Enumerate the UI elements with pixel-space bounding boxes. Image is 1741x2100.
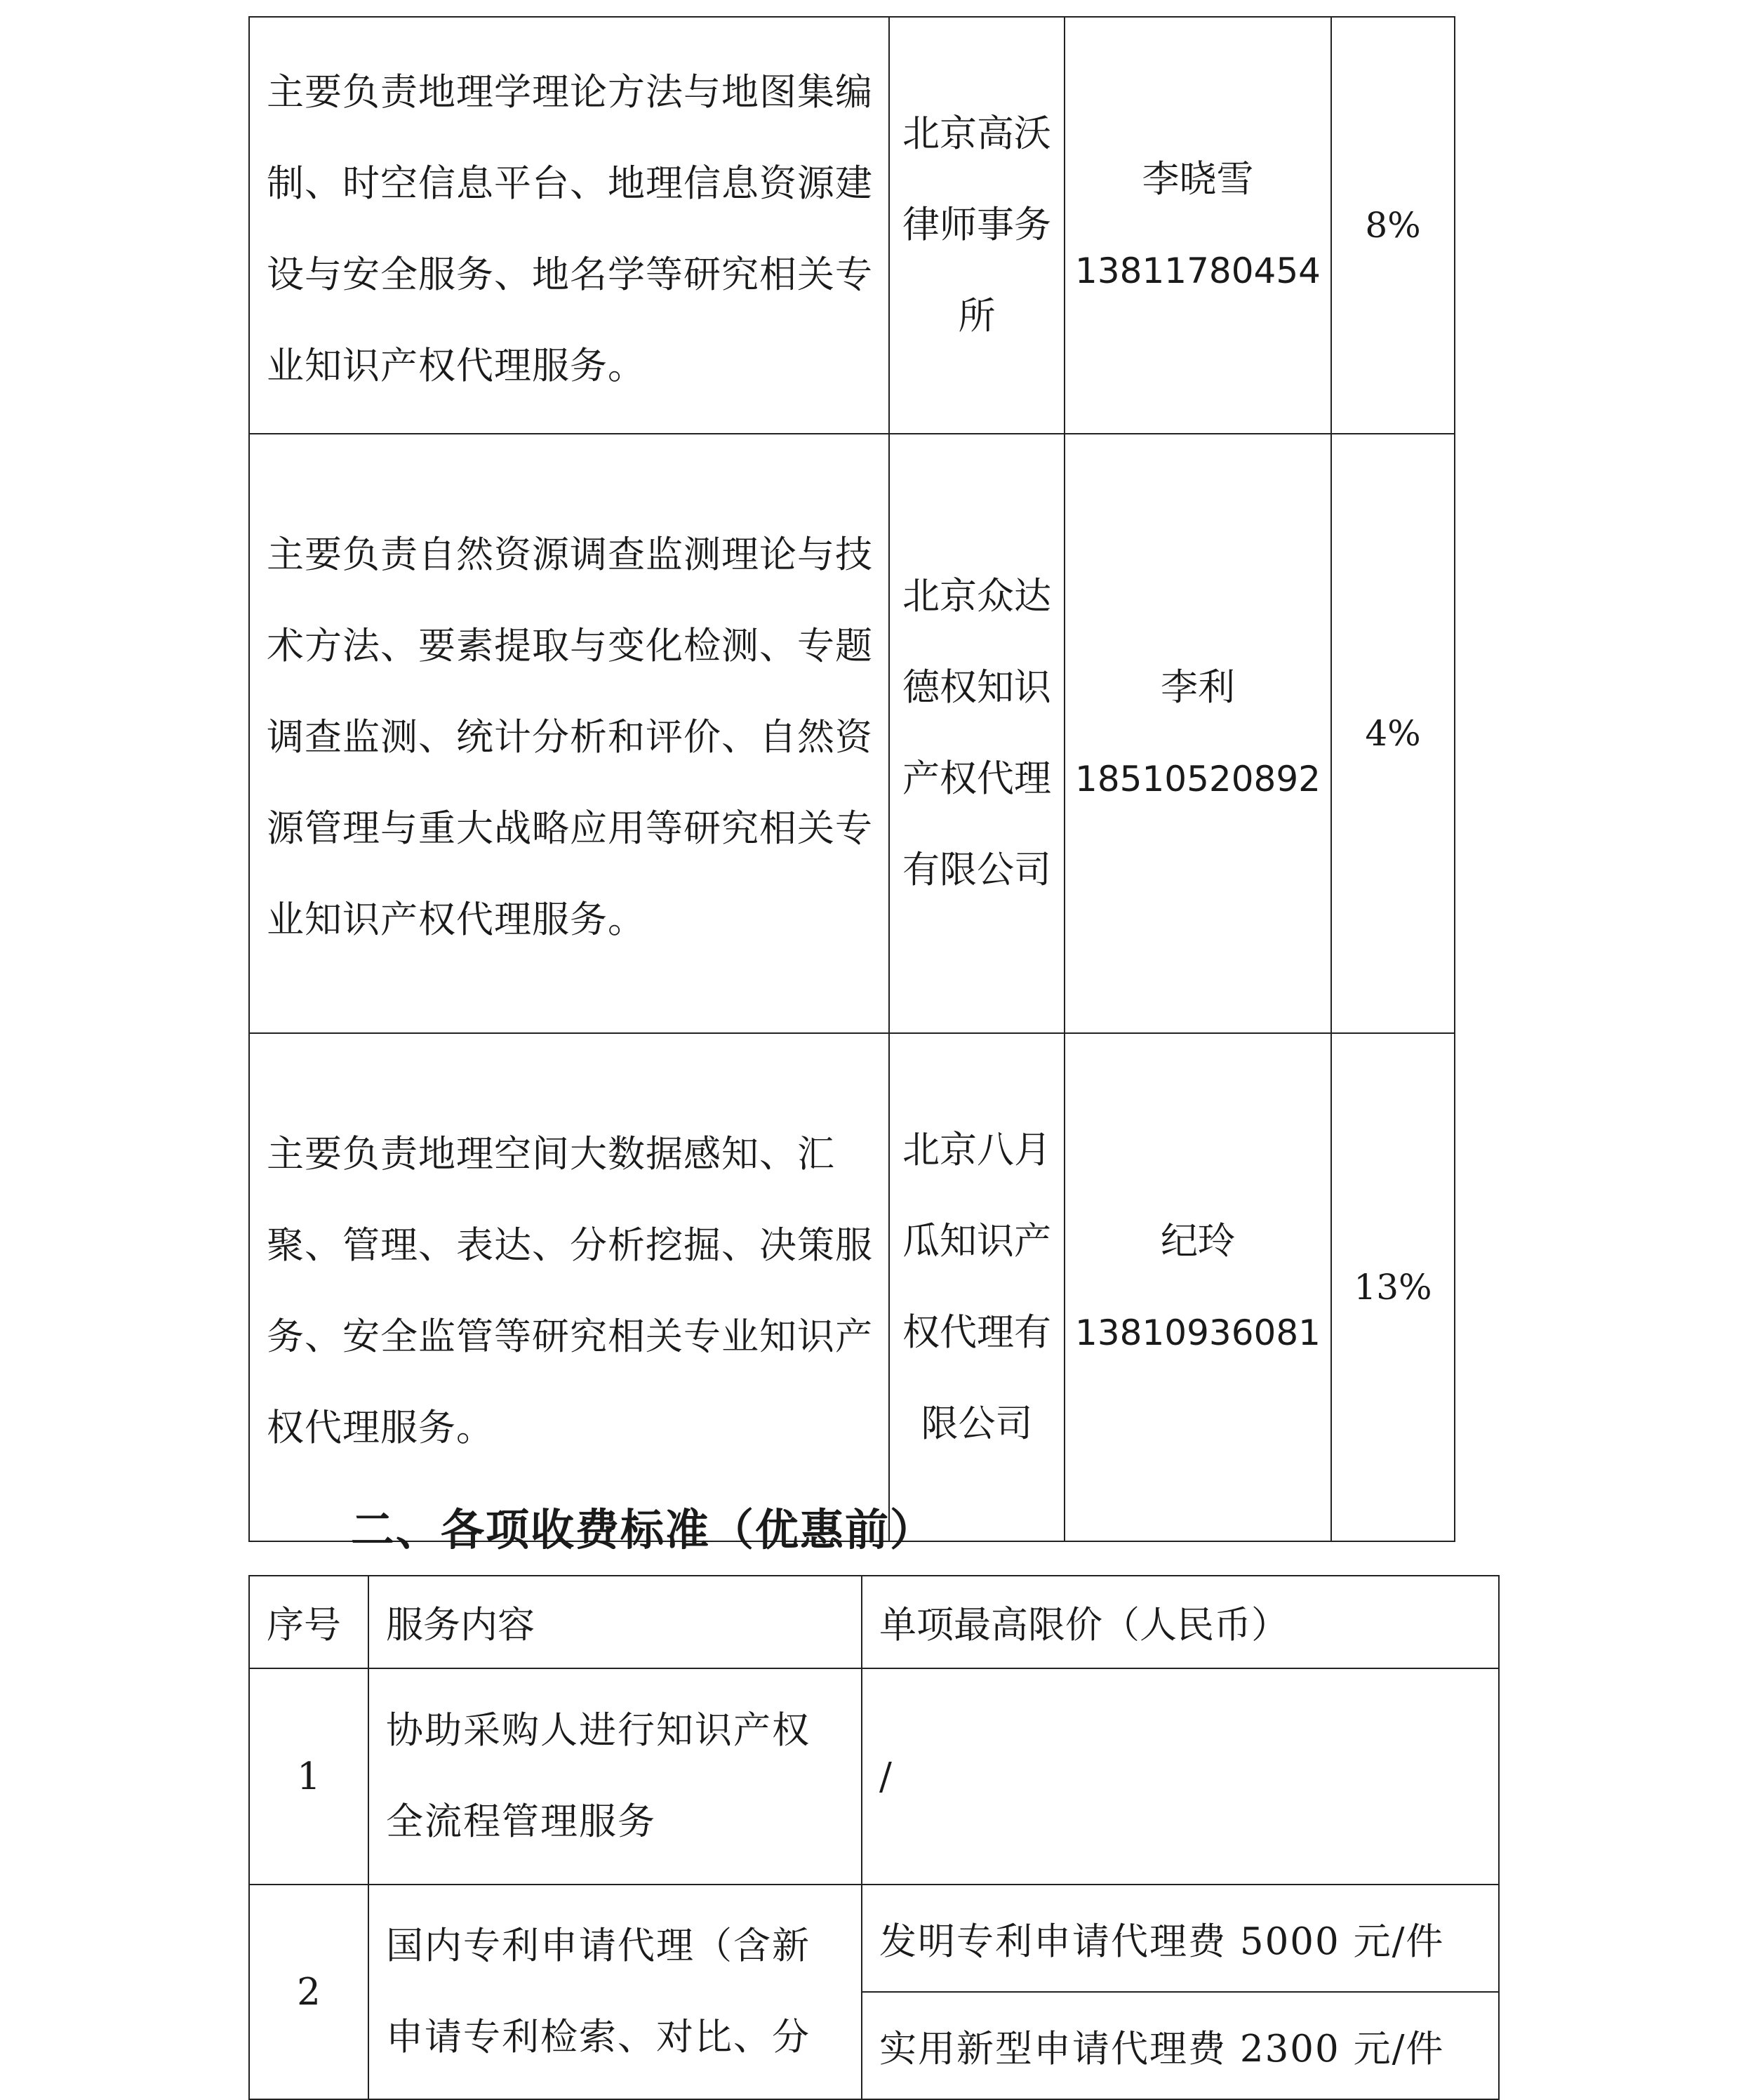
section-heading: 二、各项收费标准（优惠前） <box>351 1504 935 1555</box>
service-scope-cell: 主要负责地理空间大数据感知、汇聚、管理、表达、分析挖掘、决策服务、安全监管等研究相关专业知识产权代理服务。 <box>249 1033 889 1541</box>
contact-name: 李利 <box>1161 666 1235 709</box>
service-scope-cell: 主要负责地理学理论方法与地图集编制、时空信息平台、地理信息资源建设与安全服务、地名学等研究相关专业知识产权代理服务。 <box>249 17 889 434</box>
service-content-cell: 国内专利申请代理（含新申请专利检索、对比、分 <box>368 1885 862 2099</box>
column-header-number: 序号 <box>249 1576 368 1668</box>
service-content-cell: 协助采购人进行知识产权全流程管理服务 <box>368 1668 862 1885</box>
agency-name-cell: 北京众达德权知识产权代理有限公司 <box>889 434 1065 1033</box>
service-scope-cell: 主要负责自然资源调查监测理论与技术方法、要素提取与变化检测、专题调查监测、统计分析和评价、自然资源管理与重大战略应用等研究相关专业知识产权代理服务。 <box>249 434 889 1033</box>
table-row <box>249 17 1455 434</box>
contact-cell <box>1065 17 1331 434</box>
contact-name: 李晓雪 <box>1142 158 1254 201</box>
contact-phone: 13810936081 <box>1075 1312 1321 1353</box>
fee-table <box>248 1575 1500 2100</box>
contact-phone: 13811780454 <box>1075 251 1321 291</box>
row-number-cell: 1 <box>249 1668 368 1885</box>
agency-name-cell: 北京高沃律师事务所 <box>889 17 1065 434</box>
table-row <box>249 1885 1499 1992</box>
table-row <box>249 434 1455 1033</box>
share-cell: 8% <box>1331 17 1455 434</box>
contact-cell <box>1065 434 1331 1033</box>
table-row <box>249 1668 1499 1885</box>
agency-table <box>248 16 1455 1542</box>
contact-name: 纪玲 <box>1161 1220 1235 1263</box>
contact-cell <box>1065 1033 1331 1541</box>
contact-phone: 18510520892 <box>1075 759 1321 799</box>
column-header-service: 服务内容 <box>368 1576 862 1668</box>
price-cell: 实用新型申请代理费 2300 元/件 <box>862 1992 1499 2099</box>
column-header-price: 单项最高限价（人民币） <box>862 1576 1499 1668</box>
share-cell: 13% <box>1331 1033 1455 1541</box>
share-cell: 4% <box>1331 434 1455 1033</box>
agency-name-cell: 北京八月瓜知识产权代理有限公司 <box>889 1033 1065 1541</box>
table-row <box>249 1033 1455 1541</box>
row-number-cell: 2 <box>249 1885 368 2099</box>
price-cell: / <box>862 1668 1499 1885</box>
price-cell: 发明专利申请代理费 5000 元/件 <box>862 1885 1499 1992</box>
table-header-row <box>249 1576 1499 1668</box>
